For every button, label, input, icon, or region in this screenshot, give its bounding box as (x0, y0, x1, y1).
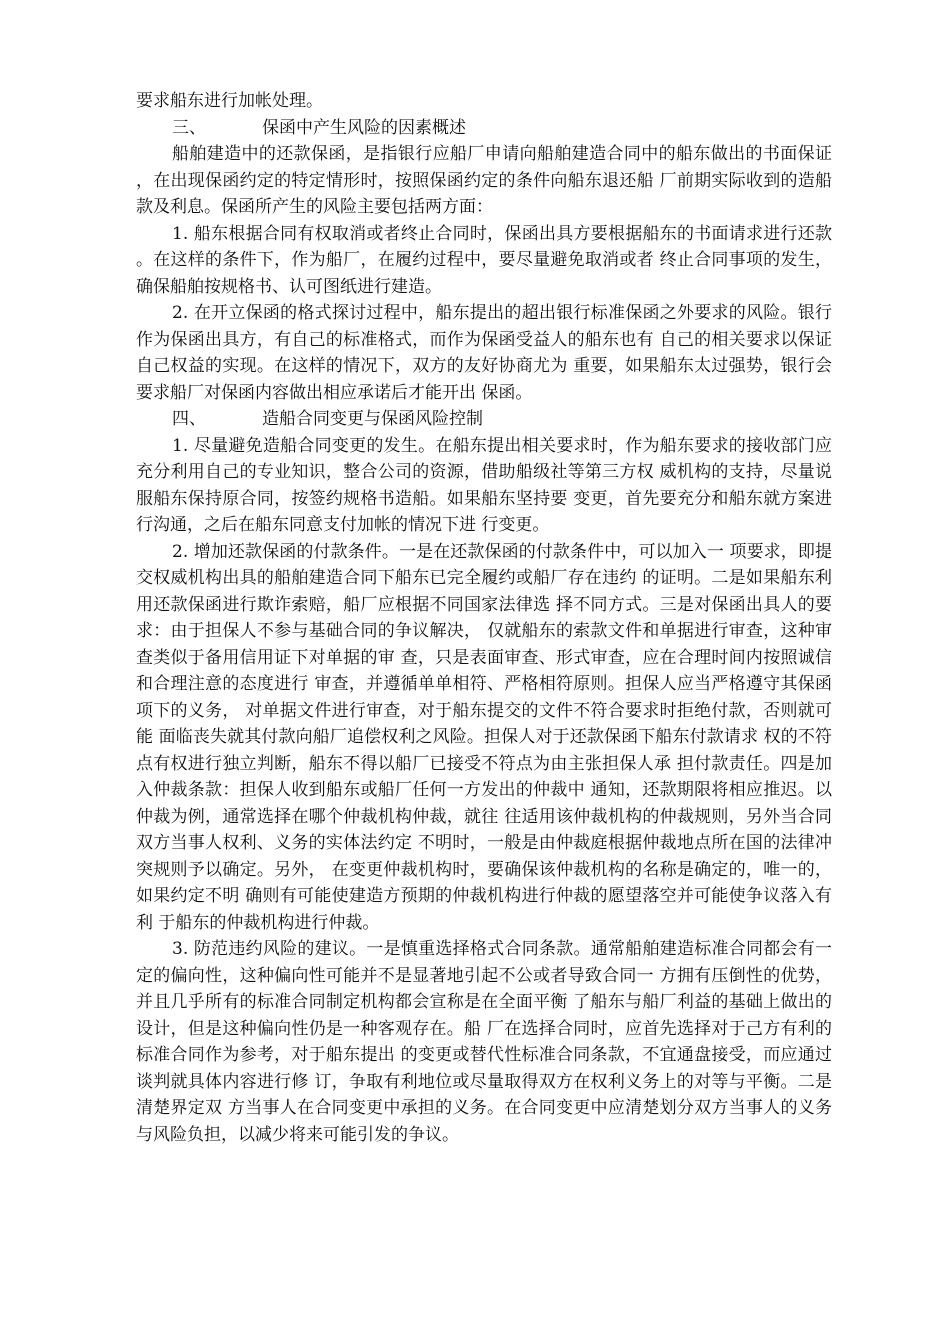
section-number: 三、 (172, 117, 206, 138)
paragraph-risk-2: 2. 在开立保函的格式探讨过程中，船东提出的超出银行标准保函之外要求的风险。银行作为保函出具方，有自己的标准格式，而作为保函受益人的船东也有 自己的相关要求以保证自己权益的实现。在这样的情况下，双方的友好协商尤为 重要，如果船东太过强势，银行会要求船厂对保函内容做出相应承诺后才能开出 保函。 (136, 303, 832, 403)
section-heading-4 (136, 406, 832, 433)
document-page (136, 88, 832, 1148)
section-number: 四、 (172, 409, 206, 429)
section-heading-3 (136, 115, 832, 142)
paragraph-control-1: 1. 尽量避免造船合同变更的发生。在船东提出相关要求时，作为船东要求的接收部门应充分利用自己的专业知识，整合公司的资源，借助船级社等第三方权 威机构的支持，尽量说服船东保持原合同，按签约规格书造船。如果船东坚持要 变更，首先要充分和船东就方案进行沟通，之后在船东同意支付加帐的情况下进 行变更。 (136, 435, 832, 535)
paragraph-guarantee-definition: 船舶建造中的还款保函，是指银行应船厂申请向船舶建造合同中的船东做出的书面保证，在出现保函约定的特定情形时，按照保函约定的条件向船东退还船 厂前期实际收到的造船款及利息。保函所产生的风险主要包括两方面： (136, 144, 832, 217)
section-title: 保函中产生风险的因素概述 (262, 117, 466, 138)
paragraph-risk-1: 1. 船东根据合同有权取消或者终止合同时，保函出具方要根据船东的书面请求进行还款。在这样的条件下，作为船厂，在履约过程中，要尽量避免取消或者 终止合同事项的发生，确保船舶按规格书、认可图纸进行建造。 (136, 223, 832, 297)
paragraph-intro-fragment: 要求船东进行加帐处理。 (136, 91, 323, 111)
paragraph-control-2: 2. 增加还款保函的付款条件。一是在还款保函的付款条件中，可以加入一 项要求，即提交权威机构出具的船舶建造合同下船东已完全履约或船厂存在违约 的证明。二是如果船东利用还款保函进行欺诈索赔，船厂应根据不同国家法律选 择不同方式。三是对保函出具人的要求：由于担保人不参与基础合同的争议解决， 仅就船东的索款文件和单据进行审查，这种审查类似于备用信用证下对单据的审 查，只是表面审查、形式审查，应在合理时间内按照诚信和合理注意的态度进行 审查，并遵循单单相符、严格相符原则。担保人应当严格遵守其保函项下的义务， 对单据文件进行审查，对于船东提交的文件不符合要求时拒绝付款，否则就可能 面临丧失就其付款向船厂追偿权利之风险。担保人对于还款保函下船东付款请求 权的不符点有权进行独立判断，船东不得以船厂已接受不符点为由主张担保人承 担付款责任。四是加入仲裁条款：担保人收到船东或船厂任何一方发出的仲裁中 通知，还款期限将相应推迟。以仲裁为例，通常选择在哪个仲裁机构仲裁，就往 往适用该仲裁机构的仲裁规则，另外当合同双方当事人权利、义务的实体法约定 不明时，一般是由仲裁庭根据仲裁地点所在国的法律冲突规则予以确定。另外， 在变更仲裁机构时，要确保该仲裁机构的名称是确定的，唯一的，如果约定不明 确则有可能使建造方预期的仲裁机构进行仲裁的愿望落空并可能使争议落入有利 于船东的仲裁机构进行仲裁。 (136, 541, 832, 933)
paragraph-control-3: 3. 防范违约风险的建议。一是慎重选择格式合同条款。通常船舶建造标准合同都会有一定的偏向性，这种偏向性可能并不是显著地引起不公或者导致合同一 方拥有压倒性的优势，并且几乎所有的标准合同制定机构都会宣称是在全面平衡 了船东与船厂利益的基础上做出的设计，但是这种偏向性仍是一种客观存在。船 厂在选择合同时，应首先选择对于己方有利的标准合同作为参考，对于船东提出 的变更或替代性标准合同条款，不宜通盘接受，而应通过谈判就具体内容进行修 订，争取有利地位或尽量取得双方在权利义务上的对等与平衡。二是清楚界定双 方当事人在合同变更中承担的义务。在合同变更中应清楚划分双方当事人的义务 与风险负担，以减少将来可能引发的争议。 (136, 939, 832, 1145)
section-title: 造船合同变更与保函风险控制 (262, 409, 483, 429)
